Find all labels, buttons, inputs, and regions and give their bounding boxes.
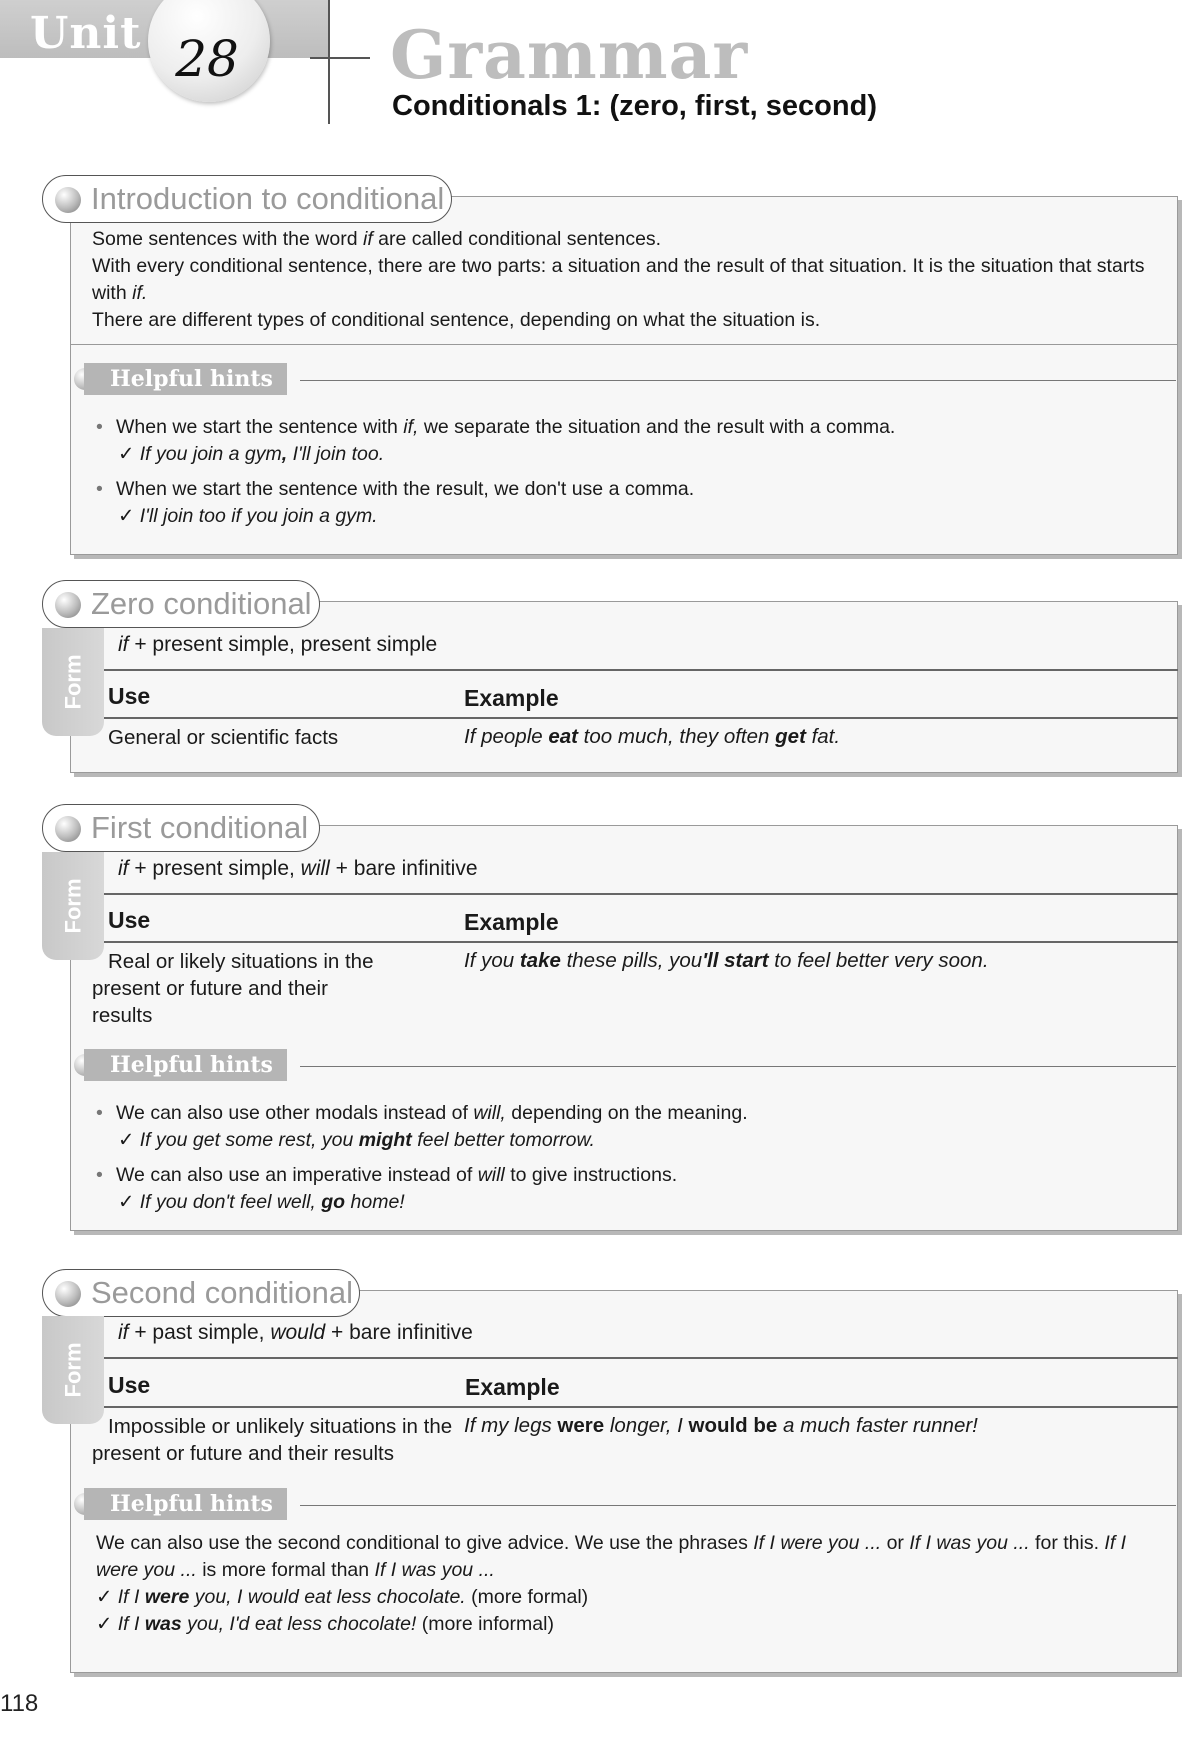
hints-rule [300, 380, 1176, 381]
form-tag: Form [60, 654, 85, 710]
helpful-hints-label: Helpful hints [84, 1049, 287, 1081]
divider [104, 669, 1178, 671]
hint-example: ✓ If you don't feel well, go home! [118, 1191, 405, 1213]
use-description: Impossible or unlikely situations in the present or future and their results [92, 1415, 453, 1465]
use-heading: Use [108, 683, 151, 709]
hint-item: • When we start the sentence with if, we separate the situation and the result with a comma. ✓ If you join a gym, I'll join too. [96, 414, 1156, 468]
tab-bullet-icon [55, 816, 81, 842]
hint-item: We can also use the second conditional to give advice. We use the phrases If I were you ... or If I was you ... for this. If I were you ... is more formal than If I was you ... ✓ If I were you, I would eat less chocolate. (more formal) ✓ If I was you, I'd eat less chocolate! (more informal) [96, 1530, 1146, 1638]
hint-example: ✓ If I were you, I would eat less chocolate. (more formal) [96, 1586, 589, 1608]
hints-rule [300, 1066, 1176, 1067]
use-heading: Use [108, 1372, 151, 1398]
page-subtitle: Conditionals 1: (zero, first, second) [392, 90, 877, 122]
divider [104, 1406, 1178, 1408]
second-tab-label: Second conditional [91, 1275, 353, 1310]
intro-paragraph: Some sentences with the word if are called conditional sentences. [92, 228, 662, 250]
divider [104, 941, 1178, 943]
intro-tab [42, 175, 452, 223]
first-tab-label: First conditional [91, 810, 309, 845]
second-tab [42, 1269, 360, 1317]
checkmark-icon: ✓ [118, 1191, 135, 1213]
hint-item: • When we start the sentence with the result, we don't use a comma. ✓ I'll join too if you join a gym. [96, 476, 1156, 530]
intro-paragraph: With every conditional sentence, there are two parts: a situation and the result of that situation. It is the situation that starts with if. [92, 255, 1145, 304]
form-formula: if + present simple, present simple [118, 633, 438, 656]
hint-example: ✓ If you get some rest, you might feel better tomorrow. [118, 1129, 595, 1151]
hint-example: ✓ If I was you, I'd eat less chocolate! (more informal) [96, 1613, 554, 1635]
hint-item: • We can also use other modals instead of will, depending on the meaning. ✓ If you get some rest, you might feel better tomorrow. [96, 1100, 1156, 1154]
hint-example: ✓ If you join a gym, I'll join too. [118, 443, 385, 465]
unit-number: 28 [175, 30, 239, 88]
intro-text [92, 226, 1152, 334]
header-rule [310, 57, 370, 59]
hint-example: ✓ I'll join too if you join a gym. [118, 505, 378, 527]
form-strip [42, 1316, 104, 1424]
checkmark-icon: ✓ [118, 1129, 135, 1151]
form-strip [42, 628, 104, 736]
form-tag: Form [60, 878, 85, 934]
checkmark-icon: ✓ [118, 505, 135, 527]
use-description: General or scientific facts [108, 726, 339, 749]
example-sentence: If you take these pills, you'll start to feel better very soon. [464, 949, 989, 972]
bullet-icon: • [96, 1164, 103, 1186]
hint-item: • We can also use an imperative instead of will to give instructions. ✓ If you don't feel well, go home! [96, 1162, 1156, 1216]
hints-rule [300, 1505, 1176, 1506]
example-heading: Example [464, 909, 559, 935]
divider [70, 344, 1178, 345]
checkmark-icon: ✓ [118, 443, 135, 465]
tab-bullet-icon [55, 592, 81, 618]
intro-tab-label: Introduction to conditional [91, 181, 445, 216]
helpful-hints-label: Helpful hints [84, 1488, 287, 1520]
zero-tab-label: Zero conditional [91, 586, 312, 621]
example-heading: Example [464, 685, 559, 711]
tab-bullet-icon [55, 1281, 81, 1307]
page-number: 118 [0, 1690, 39, 1717]
checkmark-icon: ✓ [96, 1613, 113, 1635]
bullet-icon: • [96, 416, 103, 438]
tab-bullet-icon [55, 187, 81, 213]
checkmark-icon: ✓ [96, 1586, 113, 1608]
zero-tab [42, 580, 320, 628]
section-title: Grammar [390, 16, 749, 94]
form-formula: if + present simple, will + bare infinitive [118, 857, 478, 880]
helpful-hints-label: Helpful hints [84, 363, 287, 395]
example-sentence: If people eat too much, they often get fat. [464, 725, 841, 748]
form-strip [42, 852, 104, 960]
example-heading: Example [465, 1374, 560, 1400]
divider [104, 717, 1178, 719]
unit-label: Unit [30, 8, 142, 59]
intro-paragraph: There are different types of conditional sentence, depending on what the situation is. [92, 309, 821, 331]
use-heading: Use [108, 907, 151, 933]
divider [104, 1357, 1178, 1359]
example-sentence: If my legs were longer, I would be a much faster runner! [464, 1414, 978, 1437]
form-tag: Form [60, 1342, 85, 1398]
divider [104, 893, 1178, 895]
first-tab [42, 804, 320, 852]
form-formula: if + past simple, would + bare infinitive [118, 1321, 473, 1344]
bullet-icon: • [96, 478, 103, 500]
bullet-icon: • [96, 1102, 103, 1124]
use-description: Real or likely situations in the present or future and their results [92, 950, 374, 1027]
header-divider [328, 0, 330, 124]
